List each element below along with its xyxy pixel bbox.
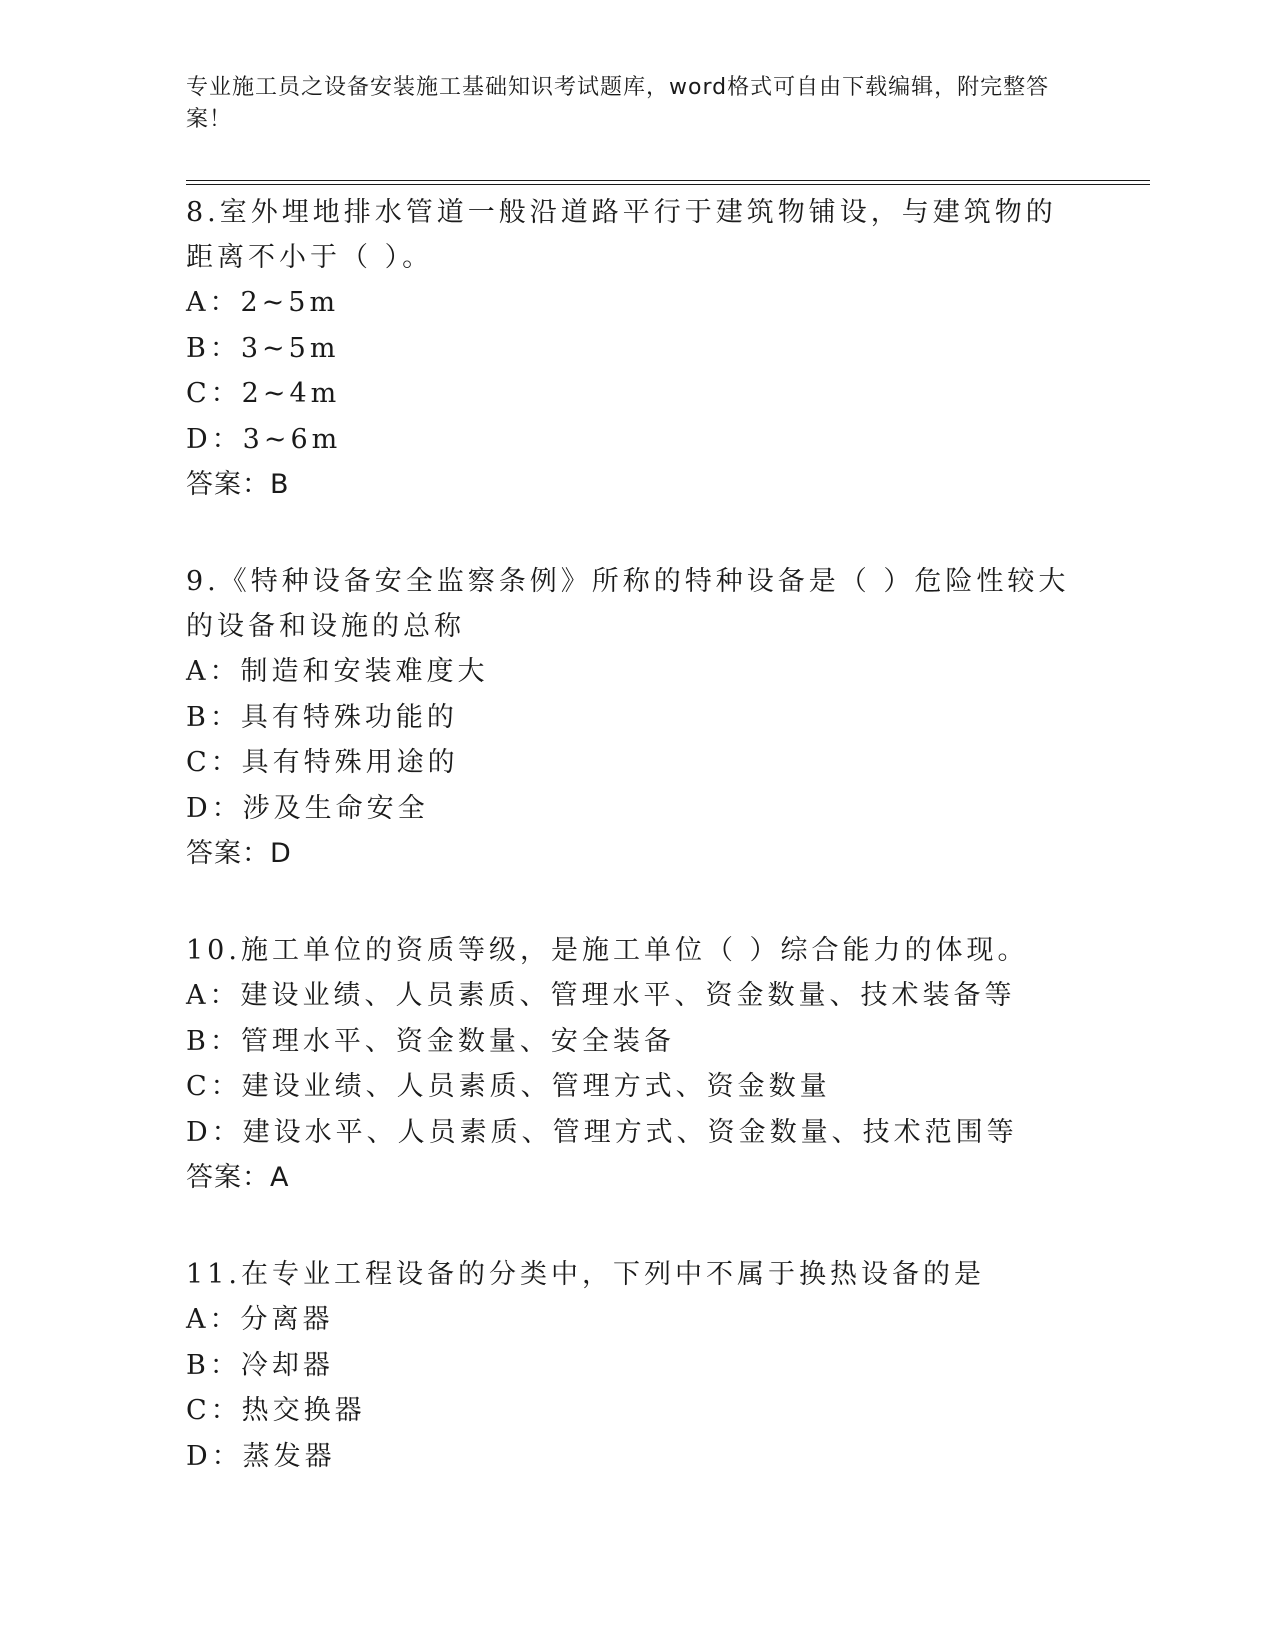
question-stem: 11.在专业工程设备的分类中，下列中不属于换热设备的是 — [186, 1259, 985, 1290]
question-8 — [186, 190, 1086, 507]
option-a: A：分离器 — [186, 1304, 334, 1335]
option-b: B：冷却器 — [186, 1349, 334, 1381]
option-a: A：建设业绩、人员素质、管理水平、资金数量、技术装备等 — [186, 980, 1016, 1011]
header-rule-top — [186, 180, 1150, 181]
option-a: A：2~5m — [186, 287, 340, 318]
option-a: A：制造和安装难度大 — [186, 656, 489, 687]
answer-line: 答案：B — [186, 469, 290, 500]
answer-line: 答案：D — [186, 838, 292, 869]
option-b: B：具有特殊功能的 — [186, 701, 458, 733]
option-b: B：3~5m — [186, 332, 340, 364]
document-header: 专业施工员之设备安装施工基础知识考试题库，word格式可自由下载编辑，附完整答案！ — [186, 75, 1050, 132]
question-stem: 9.《特种设备安全监察条例》所称的特种设备是（ ）危险性较大的设备和设施的总称 — [186, 566, 1070, 642]
option-d: D：涉及生命安全 — [186, 792, 429, 824]
option-c: C：2~4m — [186, 378, 341, 409]
question-11 — [186, 1252, 1086, 1479]
option-c: C：热交换器 — [186, 1395, 366, 1426]
question-10 — [186, 928, 1086, 1200]
option-c: C：建设业绩、人员素质、管理方式、资金数量 — [186, 1071, 831, 1102]
option-b: B：管理水平、资金数量、安全装备 — [186, 1025, 675, 1057]
option-d: D：蒸发器 — [186, 1440, 336, 1472]
question-stem: 8.室外埋地排水管道一般沿道路平行于建筑物铺设，与建筑物的距离不小于（ ）。 — [186, 197, 1057, 273]
answer-line: 答案：A — [186, 1162, 290, 1193]
question-9 — [186, 559, 1086, 876]
option-c: C：具有特殊用途的 — [186, 747, 459, 778]
option-d: D：3~6m — [186, 423, 342, 455]
question-list — [186, 190, 1086, 1479]
question-stem: 10.施工单位的资质等级，是施工单位（ ）综合能力的体现。 — [186, 935, 1029, 966]
header-rule-bottom — [186, 184, 1150, 185]
option-d: D：建设水平、人员素质、管理方式、资金数量、技术范围等 — [186, 1116, 1018, 1148]
